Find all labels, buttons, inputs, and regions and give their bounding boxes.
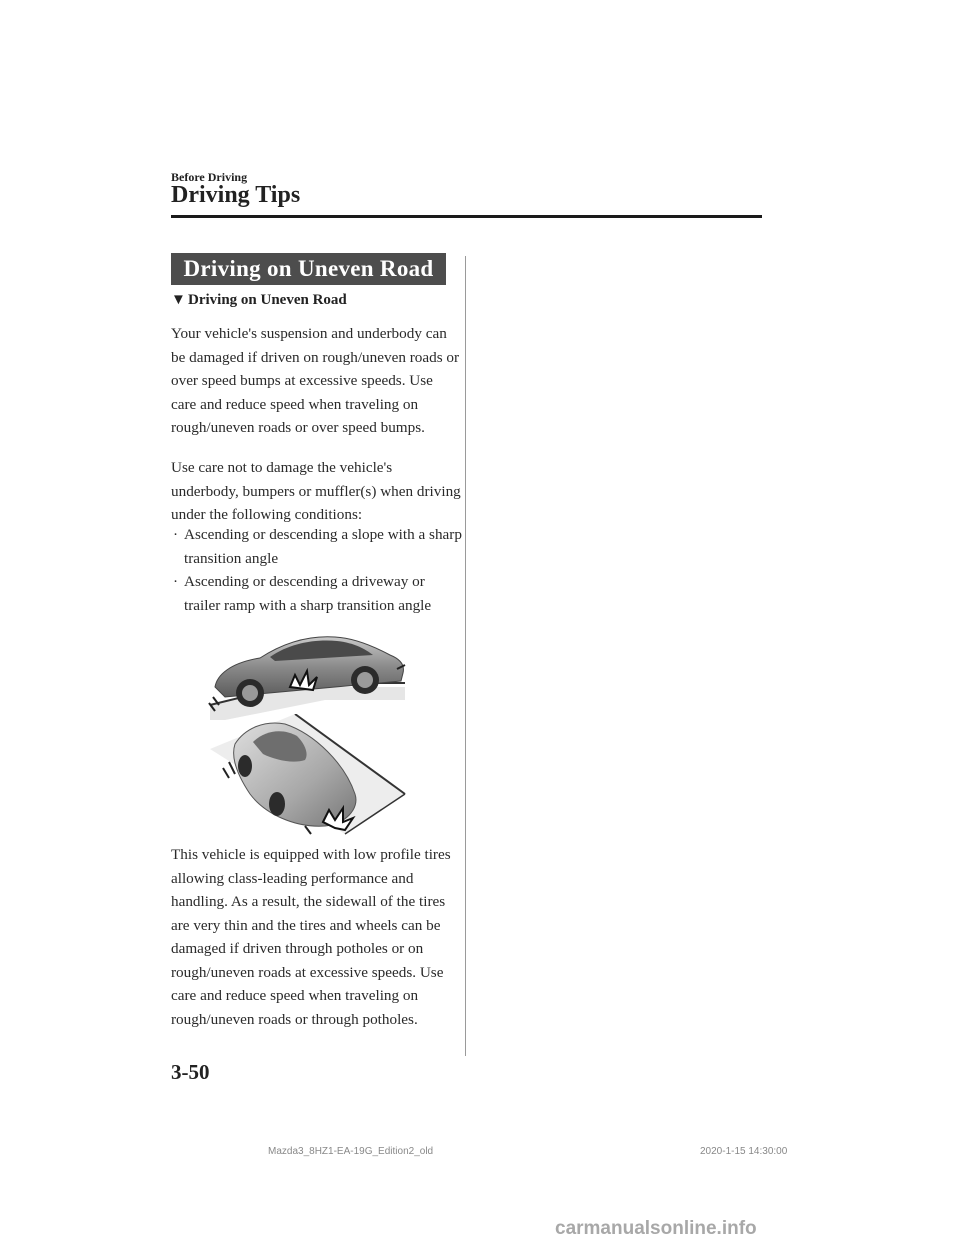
list-item-text: Ascending or descending a driveway or trailer ramp with a sharp transition angle bbox=[184, 573, 432, 614]
subheading bbox=[171, 292, 347, 309]
paragraph-low-profile-tires: This vehicle is equipped with low profile tires allowing class-leading performance and handling. As a result, the sidewall of the tires are very thin and the tires and wheels can be damaged if driven through potholes or on rough/uneven roads at excessive speeds. Use care and reduce speed when traveling on rough/uneven roads or through potholes. bbox=[171, 846, 451, 1028]
list-item bbox=[171, 570, 463, 617]
paragraph-underbody: Use care not to damage the vehicle's underbody, bumpers or muffler(s) when driving under the following conditions: bbox=[171, 459, 461, 523]
bullet-dot: · bbox=[173, 573, 179, 590]
conditions-list bbox=[171, 523, 463, 617]
footer-timestamp: 2020-1-15 14:30:00 bbox=[700, 1146, 788, 1157]
car-slope-illustration bbox=[205, 625, 415, 720]
column-divider bbox=[465, 256, 466, 1056]
header-rule bbox=[171, 215, 762, 218]
chapter-label: Before Driving bbox=[171, 170, 248, 184]
section-title: Driving Tips bbox=[171, 182, 301, 208]
list-item bbox=[171, 523, 463, 570]
bullet-dot: · bbox=[173, 526, 179, 543]
car-ramp-illustration bbox=[205, 714, 415, 839]
page-number: 3-50 bbox=[171, 1060, 210, 1084]
paragraph-suspension: Your vehicle's suspension and underbody can be damaged if driven on rough/uneven roads or over speed bumps at excessive speeds. Use care and reduce speed when traveling on rough/uneven roads or over speed bumps. bbox=[171, 325, 460, 436]
list-item-text: Ascending or descending a slope with a sharp transition angle bbox=[184, 526, 462, 567]
triangle-down-icon: ▼ bbox=[171, 292, 186, 308]
subheading-text: Driving on Uneven Road bbox=[188, 292, 347, 308]
footer-filename: Mazda3_8HZ1-EA-19G_Edition2_old bbox=[268, 1146, 434, 1157]
topic-banner: Driving on Uneven Road bbox=[171, 253, 446, 285]
watermark: carmanualsonline.info bbox=[555, 1218, 757, 1239]
